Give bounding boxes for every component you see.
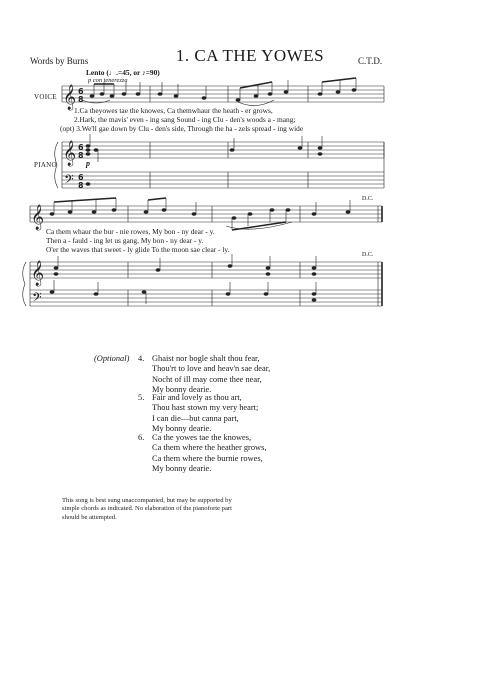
piano-treble-staff-1: [62, 142, 384, 158]
verse-number: 6.: [138, 433, 145, 442]
verse-stanza: [138, 433, 267, 475]
bass-clef-icon: 𝄢: [64, 172, 74, 190]
svg-text:8: 8: [78, 181, 84, 190]
verse-line: Ca the yowes tae the knowes,: [152, 433, 252, 442]
voice-label: VOICE: [34, 93, 57, 101]
lyric-line: 1.Ca theyowes tae the knowes, Ca themwhaur the heath - er grows,: [74, 106, 273, 115]
piano-treble-staff-2: [30, 262, 382, 278]
optional-label: (Optional): [94, 354, 130, 363]
verse-line: I can die—but canna part,: [152, 413, 239, 423]
note-line: should be attempted.: [62, 513, 117, 521]
lyric-line: Then a - fauld - ing let us gang, My bon - ny dear - y.: [46, 236, 204, 245]
verse-number: 4.: [138, 354, 145, 363]
piano-bass-staff-1: [62, 142, 384, 188]
verse-stanza: [138, 354, 271, 396]
time-signature: 6: [78, 143, 84, 152]
verse-line: My bonny dearie.: [152, 464, 212, 474]
verse-line: Nocht of ill may come thee near,: [152, 374, 262, 384]
treble-clef-icon: 𝄞: [63, 85, 77, 110]
verse-line: My bonny dearie.: [152, 424, 212, 434]
lyric-line: 2.Hark, the mavis' even - ing sang Sound - ing Clu - den's woods a - mang;: [74, 115, 296, 124]
dc-marking: D.C.: [362, 196, 374, 202]
verse-number: 5.: [138, 393, 145, 402]
verse-stanza: [138, 393, 259, 435]
note-line: simple chords as indicated. No elaboration of the pianoforte part: [62, 505, 232, 513]
page-title: 1. CA THE YOWES: [175, 46, 325, 65]
verse-line: Ca them where the heather grows,: [152, 443, 267, 453]
voice-staff-2: [30, 206, 382, 222]
performance-note: [62, 497, 322, 522]
dynamic-marking: p: [86, 159, 90, 168]
verse-line: Thou'rt to love and heav'n sae dear,: [152, 364, 271, 374]
tempo-marking: Lento (♩.=45, or ♪=90): [86, 68, 160, 77]
verse-line: Thou hast stown my very heart;: [152, 403, 259, 413]
time-signature: 6: [78, 173, 84, 182]
verse-line: Fair and lovely as thou art,: [152, 393, 242, 402]
lyric-line: O'er the waves that sweet - ly glide To the moon sae clear - ly.: [46, 245, 230, 254]
voice-1-stems: [94, 78, 356, 100]
verse-line: Ghaist nor bogle shalt thou fear,: [152, 354, 260, 363]
bass-clef-icon: 𝄢: [32, 290, 42, 308]
svg-text:8: 8: [78, 151, 84, 160]
piano-brace-2: [23, 262, 26, 306]
lyric-line: Ca them whaur the bur - nie rowes, My bon - ny dear - y.: [46, 227, 215, 236]
lyricist-credit: Words by Burns: [30, 56, 89, 66]
svg-text:8: 8: [78, 95, 84, 104]
piano-bass-staff-2: [30, 262, 382, 306]
note-line: This song is best sung unaccompanied, but may be supported by: [62, 497, 232, 504]
expression-marking: p con tenerezza: [88, 77, 128, 84]
verse-line: My bonny dearie.: [152, 385, 212, 395]
time-signature: 6: [78, 87, 84, 96]
treble-clef-icon: 𝄞: [31, 261, 45, 286]
piano-label: PIANO: [34, 161, 57, 169]
lyric-line: (opt) 3.We'll gae down by Clu - den's side, Through the ha - zels spread - ing wide: [60, 124, 304, 133]
voice-staff-1: [62, 86, 384, 102]
dc-marking: D.C.: [362, 252, 374, 258]
treble-clef-icon: 𝄞: [63, 141, 77, 166]
treble-clef-icon: 𝄞: [31, 205, 45, 230]
verse-line: Ca them where the burnie rowes,: [152, 453, 263, 463]
composer-credit: C.T.D.: [358, 56, 383, 66]
piano-stems: [54, 134, 322, 304]
